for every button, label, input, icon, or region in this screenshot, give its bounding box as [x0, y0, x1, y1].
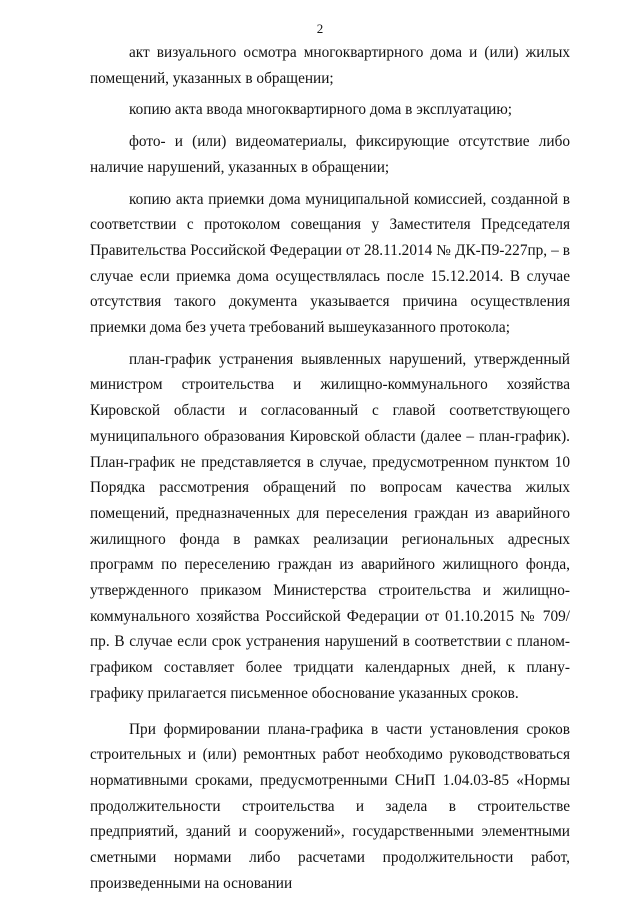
paragraph-5: план-график устранения выявленных нарушений, утвержденный министром строительства и жилищно-коммунального хозяйства Кировской области и согласованный с главой соответствующего муниципального образования Кировской области (далее – план-график). План-график не представляется в случае, предусмотренном пунктом 10 Порядка рассмотрения обращений по вопросам качества жилых помещений, предназначенных для переселения граждан из аварийного жилищного фонда в рамках реализации региональных адресных программ по переселению граждан из аварийного жилищного фонда, утвержденного приказом Министерства строительства и жилищно-коммунального хозяйства Российской Федерации от 01.10.2015 № 709/пр. В случае если срок устранения нарушений в соответствии с планом-графиком составляет более тридцати календарных дней, к плану-графику прилагается письменное обоснование указанных сроков. [90, 350, 570, 702]
document-body [90, 40, 570, 897]
page-number: 2 [316, 21, 324, 36]
paragraph-4: копию акта приемки дома муниципальной комиссией, созданной в соответствии с протоколом совещания у Заместителя Председателя Правительства Российской Федерации от 28.11.2014 № ДК-П9-227пр, – в случае если приемка дома осуществлялась после 15.12.2014. В случае отсутствия такого документа указывается причина осуществления приемки дома без учета требований вышеуказанного протокола; [90, 190, 570, 337]
paragraph-6: При формировании плана-графика в части установления сроков строительных и (или) ремонтных работ необходимо руководствоваться нормативными сроками, предусмотренными СНиП 1.04.03-85 «Нормы продолжительности строительства и задела в строительстве предприятий, зданий и сооружений», государственными элементными сметными нормами либо расчетами продолжительности работ, произведенными на основании [90, 720, 570, 892]
paragraph-1: акт визуального осмотра многоквартирного дома и (или) жилых помещений, указанных в обращении; [90, 44, 570, 87]
paragraph-3: фото- и (или) видеоматериалы, фиксирующие отсутствие либо наличие нарушений, указанных в обращении; [90, 133, 570, 176]
paragraph-2: копию акта ввода многоквартирного дома в эксплуатацию; [129, 101, 512, 119]
